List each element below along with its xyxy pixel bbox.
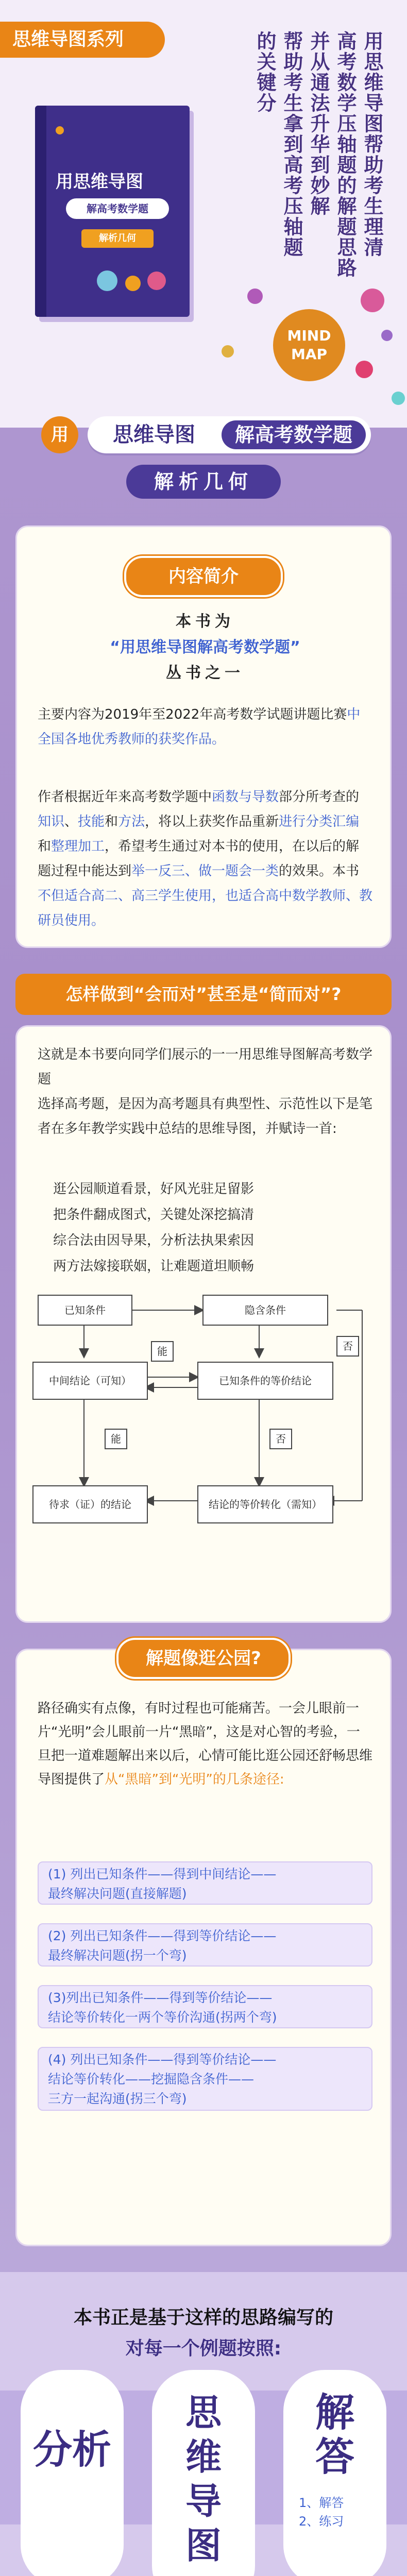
section2-paragraph-1: 这就是本书要向同学们展示的一一用思维导图解高考数学题 [38,1047,373,1087]
flowchart-equiv: 已知条件的等价结论 [197,1362,333,1400]
tip-line: (1) 列出已知条件——得到中间结论—— [48,1867,277,1882]
book-cover [35,106,190,317]
col-answer-sub [299,2494,376,2531]
tip-line: 结论等价转化一两个等价沟通(拐两个弯) [48,2010,277,2025]
series-badge: 思维导图系列 [0,22,165,58]
mindmap-bubble [381,330,393,341]
intro-paragraph-1 [38,702,372,752]
title-sub: 解析几何 [126,465,281,499]
intro-p2-e: 、 [64,814,78,829]
intro-p2-f: 技能 [78,814,105,829]
flowchart-middle: 中间结论（可知） [32,1362,148,1400]
vertical-text-2: 高考数学压轴题的解题思路 [334,31,357,278]
book-subtitle: 解高考数学题 [66,198,169,219]
tip-line: (4) 列出已知条件——得到等价结论—— [48,2052,277,2067]
intro-p2-i: ，将以上获奖作品重新 [145,814,279,829]
bottom-line2: 对每一个例题按照: [125,2338,282,2359]
mindmap-bubble [392,392,405,405]
intro-p1-text: 主要内容为2019年至2022年高考数学试题讲题比赛 [38,707,347,722]
book-dot [125,276,141,291]
poem [53,1176,388,1279]
tip-line: (2) 列出已知条件——得到等价结论—— [48,1928,277,1943]
intro-p2-p: 不但适合高二、高三学生使用，也适合高中数学教师、教研员使用。 [38,888,373,928]
tip-line: (3)列出已知条件——得到等价结论—— [48,1990,273,2005]
section3-highlight: 从“黑暗”到“光明”的几条途径: [105,1772,284,1787]
poem-line: 综合法由因导果，分析法执果索因 [53,1233,255,1248]
intro-card [15,526,392,948]
flowchart-conclusion-equiv: 结论的等价转化（需知） [197,1485,333,1523]
flowchart-need: 待求（证）的结论 [32,1485,148,1523]
flowchart-label-can: 能 [151,1341,174,1362]
intro-p2-g: 和 [105,814,118,829]
path-tip-2 [38,1923,372,1967]
mind-map-badge: MIND MAP [273,309,345,381]
col-analysis-text: 分析 [33,2427,111,2472]
book-dot [56,126,64,134]
col-answer-sub2: 2、练习 [299,2514,344,2529]
title-pill [88,416,371,453]
vertical-text-5: 的关键分 [253,31,276,113]
section3-paragraph [38,1697,372,1791]
mindmap-bubble [222,345,234,358]
col-mindmap-text: 思维导图 [185,2392,222,2567]
flowchart-known: 已知条件 [38,1295,132,1326]
col-answer [283,2370,386,2576]
section3-heading: 解题像逛公园? [116,1638,291,1679]
intro-paragraph-2 [38,785,372,933]
section2-banner: 怎样做到“会而对”甚至是“简而对”? [15,974,392,1015]
intro-p2-b: 函数与导数 [212,789,279,805]
tip-line: 最终解决问题(直接解题) [48,1886,187,1901]
vertical-text-4: 帮助考生拿到高考压轴题 [280,31,303,258]
flowchart-label-no: 否 [336,1336,359,1357]
title-part2: 解高考数学题 [222,420,366,449]
vertical-text-1: 用思维导图帮助考生理清 [361,31,383,258]
flowchart-label-can2: 能 [105,1429,127,1449]
path-tip-3 [38,1985,372,2028]
book-dot [97,270,117,291]
title-yong: 用 [41,416,78,453]
col-mindmap [152,2370,255,2576]
intro-p2-j: 进行分类汇编 [279,814,360,829]
intro-p2-d: 知识 [38,814,65,829]
intro-heading: 内容简介 [124,556,283,597]
col-analysis [21,2370,124,2576]
section2-card [15,1025,392,1623]
tip-line: 结论等价转化——挖掘隐含条件—— [48,2072,255,2087]
mindmap-bubble [355,361,373,378]
poem-line: 把条件翻成图式，关键处深挖搞清 [53,1207,255,1223]
section3-text: 路径确实有点像，有时过程也可能痛苦。一会儿眼前一片“光明”会儿眼前一片“黑暗”，这是对心智的考验，一旦把一道难题解出来以后，心情可能比逛公园还舒畅思维导图提供了 [38,1701,373,1787]
intro-p2-o: 的效果。本书 [279,863,360,879]
vertical-text-3: 并从通法升华到妙解 [307,31,330,216]
flowchart [27,1290,383,1609]
title-part1: 思维导图 [113,423,195,447]
poem-line: 逛公园顺道看景，好风光驻足留影 [53,1181,255,1197]
intro-p2-c: 部分所考查的 [279,789,360,805]
bottom-line1: 本书正是基于这样的思路编写的 [73,2307,333,2328]
intro-line2: “用思维导图解高考数学题” [110,638,300,656]
intro-p2-m: ，希望考生通过对本书的使用，在以后的解题过程中能达到 [38,839,360,879]
section2-paragraph-2: 选择高考题，是因为高考题具有典型性、示范性以下是笔者在多年教学实践中总结的思维导图，并赋诗一首: [38,1096,373,1137]
intro-p2-a: 作者根据近年来高考数学题中 [38,789,212,805]
intro-p2-h: 方法 [118,814,145,829]
tip-line: 三方一起沟通(拐三个弯) [48,2091,187,2106]
intro-p2-k: 和 [38,839,52,854]
intro-line3: 丛书之一 [166,664,244,682]
book-dot [147,272,166,290]
path-tip-4 [38,2047,372,2111]
col-answer-sub1: 1、解答 [299,2496,344,2510]
intro-line1: 本书为 [176,613,234,631]
path-tip-1 [38,1861,372,1905]
flowchart-label-no2: 否 [269,1429,292,1449]
bottom-section [0,2272,407,2576]
book-volume: 解析几何 [81,229,154,248]
title-bar [41,412,371,459]
intro-p2-n: 举一反三、做一题会一类 [131,863,279,879]
intro-p1-highlight: 中全国各地优秀教师的获奖作品。 [38,707,361,747]
col-answer-text: 解答 [315,2389,354,2480]
poem-line: 两方法嫁接联姻，让难题道坦顺畅 [53,1259,255,1274]
tip-line: 最终解决问题(拐一个弯) [48,1948,187,1963]
book-spine [35,106,46,317]
hero-section [0,0,407,428]
section3-card [15,1649,392,2246]
book-title: 用思维导图 [56,172,143,192]
flowchart-arrows [27,1290,383,1609]
intro-p2-l: 整理加工 [51,839,105,854]
flowchart-hidden: 隐含条件 [202,1295,328,1326]
mindmap-bubble [247,289,263,304]
mindmap-bubble [361,289,384,312]
